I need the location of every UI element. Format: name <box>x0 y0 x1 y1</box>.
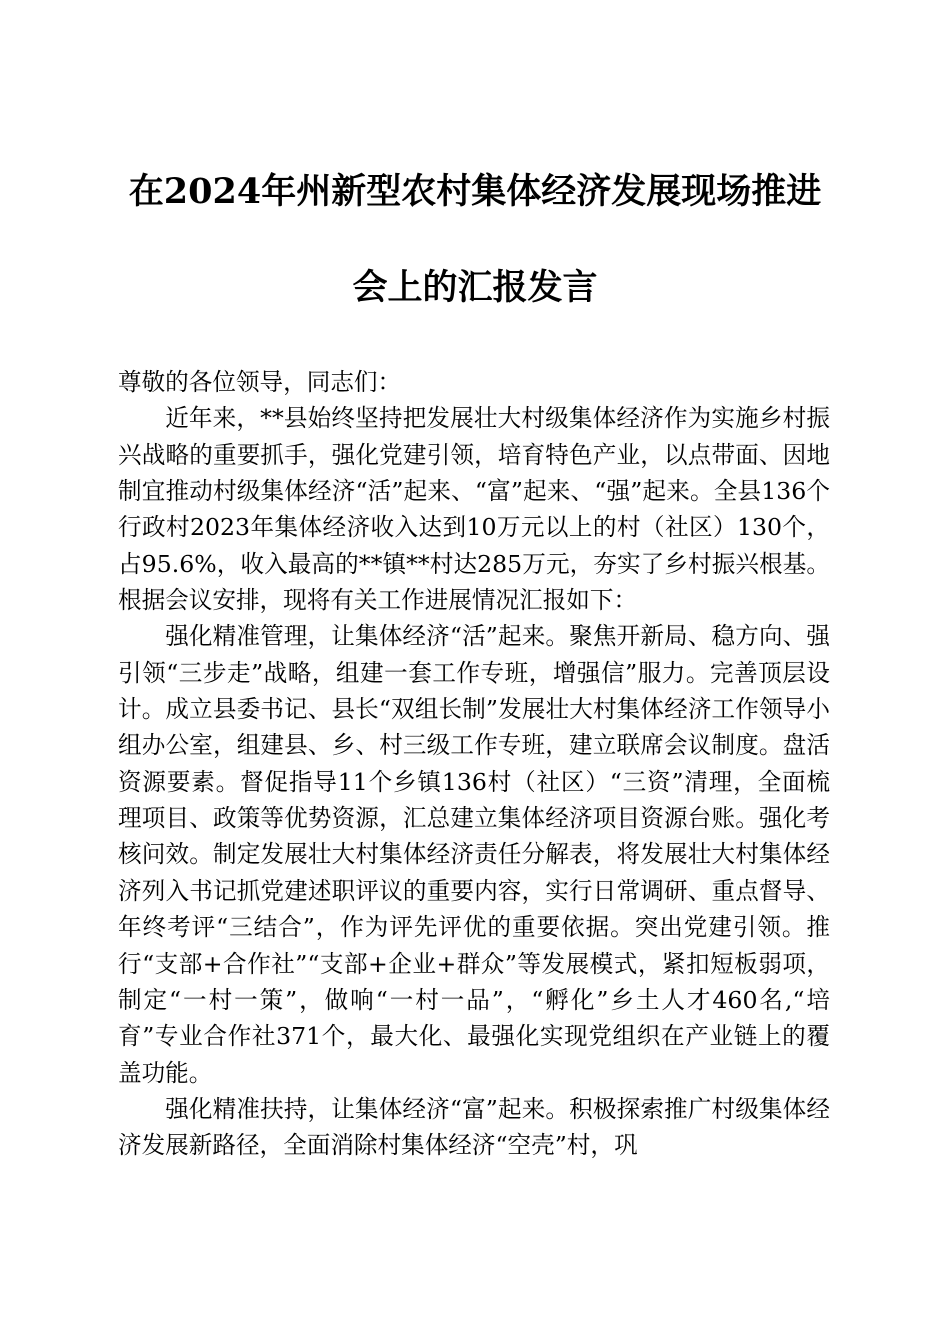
document-body <box>118 364 830 1164</box>
salutation: 尊敬的各位领导，同志们： <box>118 368 402 396</box>
document-title-line-2: 会上的汇报发言 <box>352 267 598 308</box>
document-title-line-1: 在2024年州新型农村集体经济发展现场推进 <box>128 171 822 212</box>
paragraph-management: 强化精准管理，让集体经济“活”起来。聚焦开新局、稳方向、强引领“三步走”战略，组建一套工作专班，增强信”服力。完善顶层设计。成立县委书记、县长“双组长制”发展壮大村集体经济工作领导小组办公室，组建县、乡、村三级工作专班，建立联席会议制度。盘活资源要素。督促指导11个乡镇136村（社区）“三资”清理，全面梳理项目、政策等优势资源，汇总建立集体经济项目资源台账。强化考核问效。制定发展壮大村集体经济责任分解表，将发展壮大村集体经济列入书记抓党建述职评议的重要内容，实行日常调研、重点督导、年终考评“三结合”，作为评先评优的重要依据。突出党建引领。推行“支部+合作社”“支部+企业+群众”等发展模式，紧扣短板弱项，制定“一村一策”，做响“一村一品”，“孵化”乡土人才460名,“培育”专业合作社371个，最大化、最强化实现党组织在产业链上的覆盖功能。 <box>118 622 830 1087</box>
paragraph-support: 强化精准扶持，让集体经济“富”起来。积极探索推广村级集体经济发展新路径，全面消除村集体经济“空壳”村，巩 <box>118 1094 830 1160</box>
paragraph-intro: 近年来，**县始终坚持把发展壮大村级集体经济作为实施乡村振兴战略的重要抓手，强化党建引领，培育特色产业，以点带面、因地制宜推动村级集体经济“活”起来、“富”起来、“强”起来。全县136个行政村2023年集体经济收入达到10万元以上的村（社区）130个，占95.6%，收入最高的**镇**村达285万元，夯实了乡村振兴根基。根据会议安排，现将有关工作进展情况汇报如下： <box>118 404 830 615</box>
